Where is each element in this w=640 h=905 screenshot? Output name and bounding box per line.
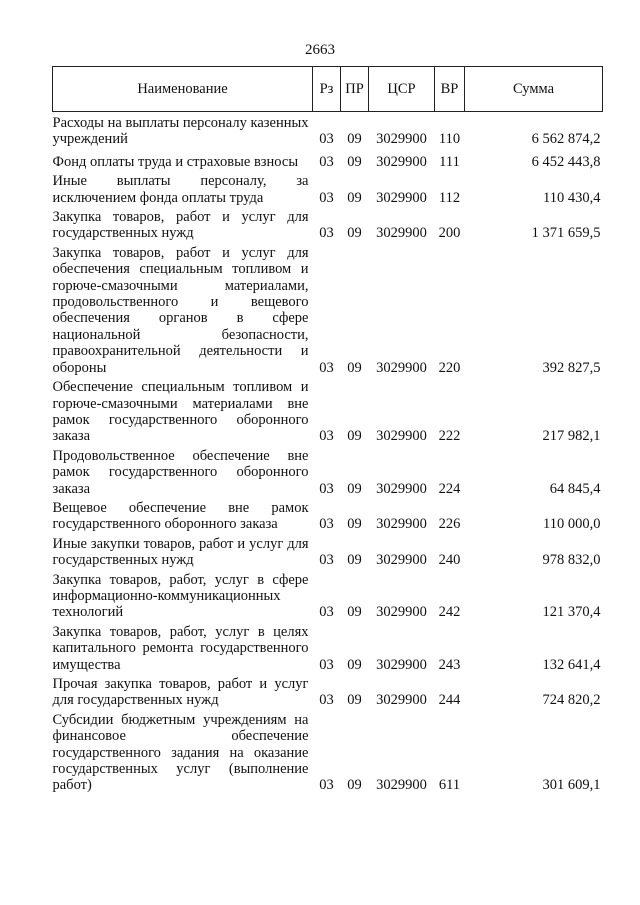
row-csr: 3029900	[376, 604, 427, 621]
row-rz: 03	[319, 480, 334, 497]
row-csr: 3029900	[376, 777, 427, 794]
row-csr: 3029900	[376, 153, 427, 170]
row-sum: 6 562 874,2	[531, 131, 601, 148]
row-rz: 03	[319, 552, 334, 569]
table-header	[53, 67, 603, 112]
table-row	[53, 621, 603, 673]
row-name: Закупка товаров, работ и услуг для государственных нужд	[52, 209, 309, 242]
table-row	[53, 709, 603, 794]
row-csr: 3029900	[376, 189, 427, 206]
row-sum: 6 452 443,8	[531, 153, 601, 170]
row-sum: 392 827,5	[542, 359, 601, 376]
row-rz: 03	[319, 604, 334, 621]
row-vr: 222	[438, 428, 461, 445]
row-name: Фонд оплаты труда и страховые взносы	[52, 153, 299, 170]
row-pr: 09	[347, 428, 362, 445]
row-sum: 301 609,1	[542, 777, 601, 794]
row-vr: 110	[438, 131, 461, 148]
table-row	[53, 497, 603, 533]
row-csr: 3029900	[376, 480, 427, 497]
row-rz: 03	[319, 428, 334, 445]
table-row	[53, 242, 603, 376]
row-rz: 03	[319, 692, 334, 709]
row-csr: 3029900	[376, 359, 427, 376]
row-csr: 3029900	[376, 516, 427, 533]
table-row	[53, 376, 603, 445]
row-rz: 03	[319, 189, 334, 206]
row-sum: 724 820,2	[542, 692, 601, 709]
row-rz: 03	[319, 153, 334, 170]
row-sum: 110 000,0	[543, 516, 601, 533]
row-rz: 03	[319, 777, 334, 794]
row-sum: 121 370,4	[542, 604, 601, 621]
header-sum: Сумма	[465, 67, 603, 112]
row-sum: 1 371 659,5	[531, 225, 601, 242]
table-row	[53, 112, 603, 148]
row-vr: 112	[438, 189, 461, 206]
row-csr: 3029900	[376, 692, 427, 709]
row-pr: 09	[347, 656, 362, 673]
row-sum: 978 832,0	[542, 552, 601, 569]
row-vr: 220	[438, 359, 461, 376]
row-name: Иные закупки товаров, работ и услуг для государственных нужд	[52, 535, 309, 569]
row-name: Иные выплаты персоналу, за исключением фонда оплаты труда	[52, 173, 309, 206]
table-row	[53, 170, 603, 206]
table-body	[53, 112, 603, 794]
row-pr: 09	[347, 777, 362, 794]
row-pr: 09	[347, 604, 362, 621]
row-pr: 09	[347, 189, 362, 206]
page-number: 2663	[305, 42, 335, 58]
row-sum: 217 982,1	[542, 428, 601, 445]
row-pr: 09	[347, 692, 362, 709]
row-name: Расходы на выплаты персоналу казенных учреждений	[52, 115, 309, 148]
row-name: Прочая закупка товаров, работ и услуг для государственных нужд	[52, 676, 309, 709]
row-vr: 243	[438, 656, 461, 673]
header-csr: ЦСР	[369, 67, 435, 112]
row-name: Закупка товаров, работ и услуг для обеспечения специальным топливом и горюче-смазочными материалами, продовольственного и вещевого обеспечения органов в сфере национальной безопасности, правоохранительной деятельности и обороны	[52, 244, 309, 376]
row-name: Обеспечение специальным топливом и горюче-смазочными материалами вне рамок государственного оборонного заказа	[52, 379, 309, 445]
row-pr: 09	[347, 516, 362, 533]
row-csr: 3029900	[376, 225, 427, 242]
row-sum: 110 430,4	[543, 189, 601, 206]
header-name: Наименование	[53, 67, 313, 112]
row-pr: 09	[347, 480, 362, 497]
row-vr: 244	[438, 692, 461, 709]
row-vr: 224	[438, 480, 461, 497]
row-sum: 64 845,4	[549, 480, 601, 497]
row-name: Вещевое обеспечение вне рамок государственного оборонного заказа	[52, 499, 309, 533]
table-row	[53, 673, 603, 709]
row-vr: 240	[438, 552, 461, 569]
row-csr: 3029900	[376, 131, 427, 148]
header-rz: Рз	[313, 67, 341, 112]
row-name: Закупка товаров, работ, услуг в сфере информационно-коммуникационных технологий	[52, 571, 309, 621]
row-csr: 3029900	[376, 552, 427, 569]
row-rz: 03	[319, 656, 334, 673]
row-rz: 03	[319, 516, 334, 533]
row-pr: 09	[347, 552, 362, 569]
row-sum: 132 641,4	[542, 656, 601, 673]
row-csr: 3029900	[376, 428, 427, 445]
row-name: Закупка товаров, работ, услуг в целях капитального ремонта государственного имущества	[52, 623, 309, 673]
row-vr: 611	[438, 777, 461, 794]
row-csr: 3029900	[376, 656, 427, 673]
header-pr: ПР	[341, 67, 369, 112]
row-name: Продовольственное обеспечение вне рамок государственного оборонного заказа	[52, 447, 309, 497]
row-name: Субсидии бюджетным учреждениям на финансовое обеспечение государственного задания на оказание государственных услуг (выполнение работ)	[52, 711, 309, 794]
row-rz: 03	[319, 131, 334, 148]
table-row	[53, 148, 603, 170]
header-vr: ВР	[435, 67, 465, 112]
row-pr: 09	[347, 153, 362, 170]
table-row	[53, 445, 603, 497]
table-row	[53, 533, 603, 569]
table-row	[53, 569, 603, 621]
row-vr: 242	[438, 604, 461, 621]
row-vr: 111	[439, 153, 460, 170]
row-pr: 09	[347, 225, 362, 242]
budget-table	[52, 66, 603, 794]
row-pr: 09	[347, 359, 362, 376]
row-pr: 09	[347, 131, 362, 148]
row-vr: 226	[438, 516, 461, 533]
row-vr: 200	[438, 225, 461, 242]
row-rz: 03	[319, 359, 334, 376]
table-row	[53, 206, 603, 242]
row-rz: 03	[319, 225, 334, 242]
